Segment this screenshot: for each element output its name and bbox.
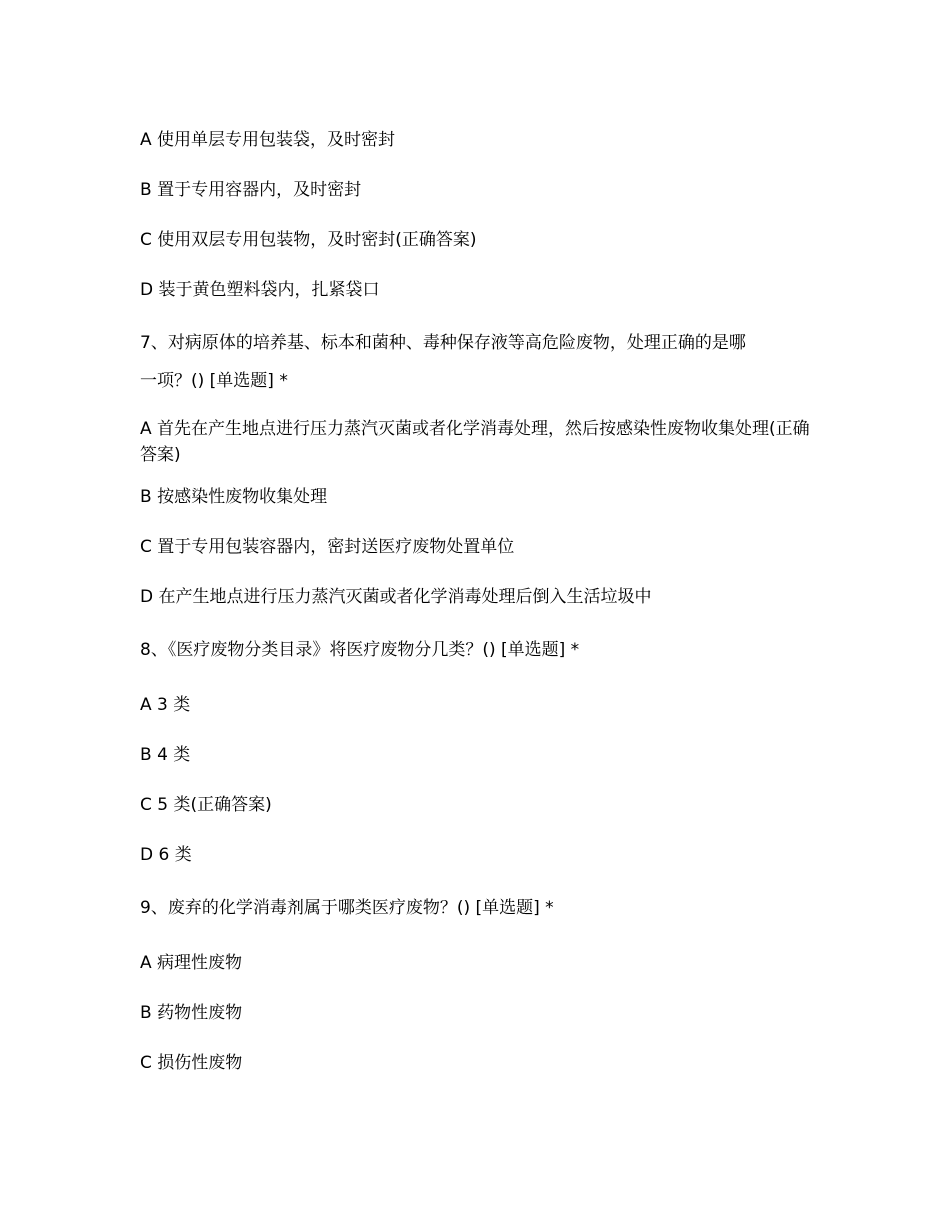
option-a: A 使用单层专用包装袋，及时密封 [140,130,396,150]
question-8-title: 8、《医疗废物分类目录》将医疗废物分几类？() [单选题] * [140,640,580,660]
question-7-option-c: C 置于专用包装容器内，密封送医疗废物处置单位 [140,537,515,557]
question-7-option-a: A 首先在产生地点进行压力蒸汽灭菌或者化学消毒处理，然后按感染性废物收集处理(正确答案) [140,419,810,465]
question-9-option-c: C 损伤性废物 [140,1053,243,1073]
question-9-option-a: A 病理性废物 [140,953,243,973]
question-8-option-c: C 5 类(正确答案) [140,795,272,815]
question-7-option-d: D 在产生地点进行压力蒸汽灭菌或者化学消毒处理后倒入生活垃圾中 [140,587,652,607]
question-7-title: 7、对病原体的培养基、标本和菌种、毒种保存液等高危险废物，处理正确的是哪 [140,333,746,353]
question-7-title-cont: 一项？() [单选题] * [140,371,288,391]
option-c: C 使用双层专用包装物，及时密封(正确答案) [140,230,477,250]
question-8-option-b: B 4 类 [140,745,191,765]
option-d: D 装于黄色塑料袋内，扎紧袋口 [140,280,380,300]
option-b: B 置于专用容器内，及时密封 [140,180,362,200]
question-9-option-b: B 药物性废物 [140,1003,243,1023]
question-7-option-b: B 按感染性废物收集处理 [140,487,328,507]
question-8-option-a: A 3 类 [140,695,191,715]
question-8-option-d: D 6 类 [140,845,192,865]
question-9-title: 9、废弃的化学消毒剂属于哪类医疗废物？() [单选题] * [140,898,554,918]
